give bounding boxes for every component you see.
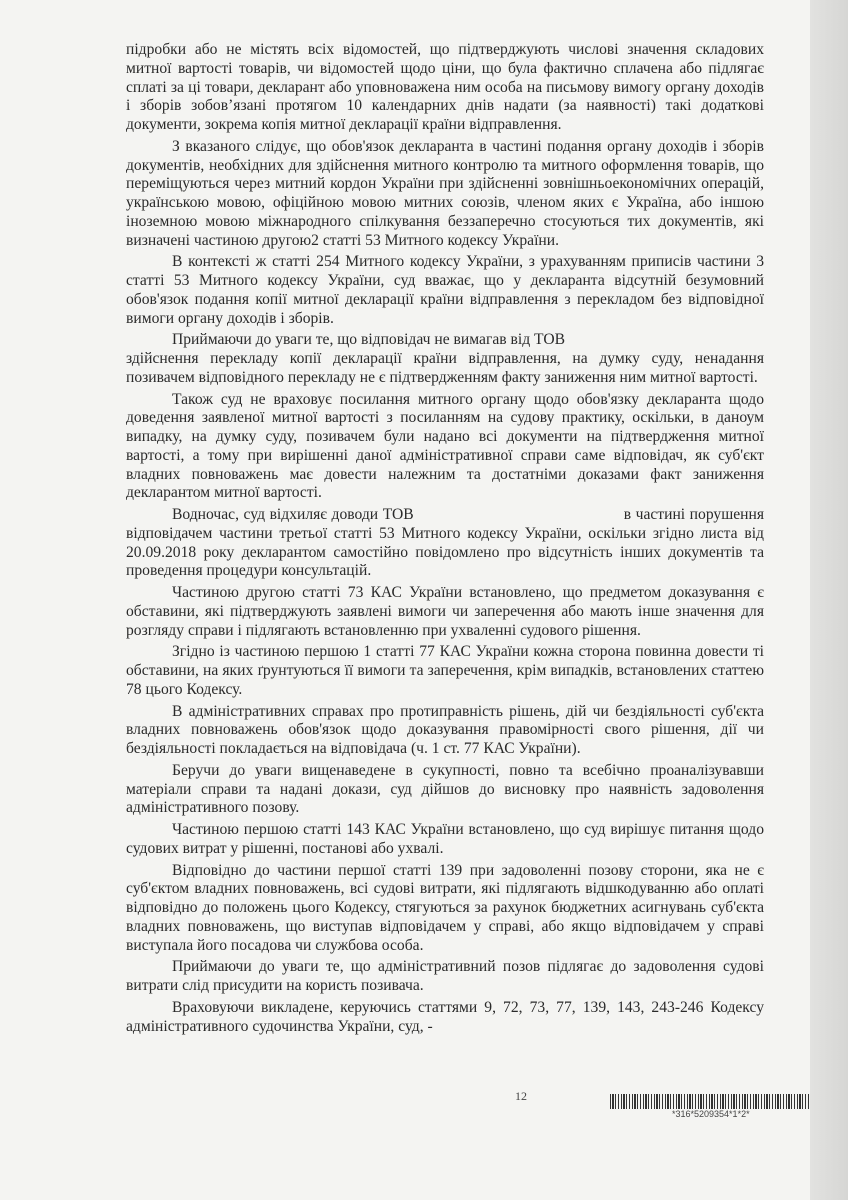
paragraph [126,506,764,581]
paragraph: Враховуючи викладене, керуючись статтями 9, 72, 73, 77, 139, 143, 243-246 Кодексу адміністративного судочинства України, суд, - [126,998,764,1035]
paragraph: Відповідно до частини першої статті 139 при задоволенні позову сторони, яка не є суб'єктом владних повноважень, всі судові витрати, які підлягають відшкодуванню або оплаті відповідно до положень цього Кодексу, стягуються за рахунок бюджетних асигнувань суб'єкта владних повноважень, що виступав відповідачем у справі, або якщо відповідачем у справі виступала його посадова чи службова особа. [126,861,764,954]
paragraph-text: Водночас, суд відхиляє доводи ТОВ [172,506,414,523]
paragraph: здійснення перекладу копії декларації країни відправлення, на думку суду, ненадання позивачем відповідного перекладу не є підтвердженням факту заниження ним митної вартості. [126,350,764,386]
paragraph: З вказаного слідує, що обов'язок декларанта в частині подання органу доходів і зборів документів, необхідних для здійснення митного контролю та митного оформлення товарів, що переміщуються через митний кордон України при здійсненні зовнішньоекономічних операцій, українською мовою, офіційною мовою митних союзів, членом яких є Україна, або іншою іноземною мовою міжнародного спілкування беззаперечно стосуються тих документів, які визначені частиною другою2 статті 53 Митного кодексу України. [126,137,764,249]
barcode-image [610,1094,810,1109]
document-body [126,41,764,1036]
paragraph: Також суд не враховує посилання митного органу щодо обов'язку декларанта щодо доведення заявленої митної вартості з посиланням на судову практику, оскільки, в даноум випадку, на думку суду, позивачем були надано всі документи на підтвердження митної вартості, а тому при вирішенні даної адміністративної справи саме відповідач, як суб'єкт владних повноважень має довести належним та достатніми доказами факт заниження декларантом митної вартості. [126,390,764,502]
paragraph: підробки або не містять всіх відомостей, що підтверджують числові значення складових митної вартості товарів, чи відомостей щодо ціни, що була фактично сплачена або підлягає сплаті за ці товари, декларант або уповноважена ним особа на письмову вимогу органу доходів і зборів зобов’язані протягом 10 календарних днів надати (за наявності) такі додаткові документи, зокрема копія митної декларації країни відправлення. [126,41,764,133]
paragraph: Частиною першою статті 143 КАС України встановлено, що суд вирішує питання щодо судових витрат у рішенні, постанові або ухвалі. [126,821,764,857]
paragraph [126,331,764,350]
paragraph: В адміністративних справах про протиправність рішень, дій чи бездіяльності суб'єкта владних повноважень обов'язок щодо доказування правомірності свого рішення, дії чи бездіяльності покладається на відповідача (ч. 1 ст. 77 КАС України). [126,702,764,757]
paragraph-text: Приймаючи до уваги те, що відповідач не вимагав від ТОВ [172,331,566,349]
barcode-label: *316*5209354*1*2* [672,1109,750,1119]
paragraph: В контексті ж статті 254 Митного кодексу України, з урахуванням приписів частини 3 статті 53 Митного кодексу України, суд вважає, що у декларанта відсутній безумовний обов'язок подання копії митної декларації країни відправлення з перекладом без відповідної вимоги органу доходів і зборів. [126,253,764,327]
paragraph: Згідно із частиною першою 1 статті 77 КАС України кожна сторона повинна довести ті обставини, на яких ґрунтуються її вимоги та заперечення, крім випадків, встановлених статтею 78 цього Кодексу. [126,643,764,698]
page-number: 12 [515,1089,527,1103]
paragraph: Беручи до уваги вищенаведене в сукупності, повно та всебічно проаналізувавши матеріали справи та надані докази, суд дійшов до висновку про наявність задоволення адміністративного позову. [126,761,764,817]
paragraph: Частиною другою статті 73 КАС України встановлено, що предметом доказування є обставини, які підтверджують заявлені вимоги чи заперечення або мають інше значення для розгляду справи і підлягають встановленню при ухваленні судового рішення. [126,584,764,639]
paragraph-text: в частині порушення відповідачем частини третьої статті 53 Митного кодексу України, оскільки згідно листа від 20.09.2018 року декларантом самостійно повідомлено про відсутність інших документів та проведення процедури консультацій. [126,506,764,580]
paragraph: Приймаючи до уваги те, що адміністративний позов підлягає до задоволення судові витрати слід присудити на користь позивача. [126,958,764,994]
scan-edge [810,0,848,1200]
